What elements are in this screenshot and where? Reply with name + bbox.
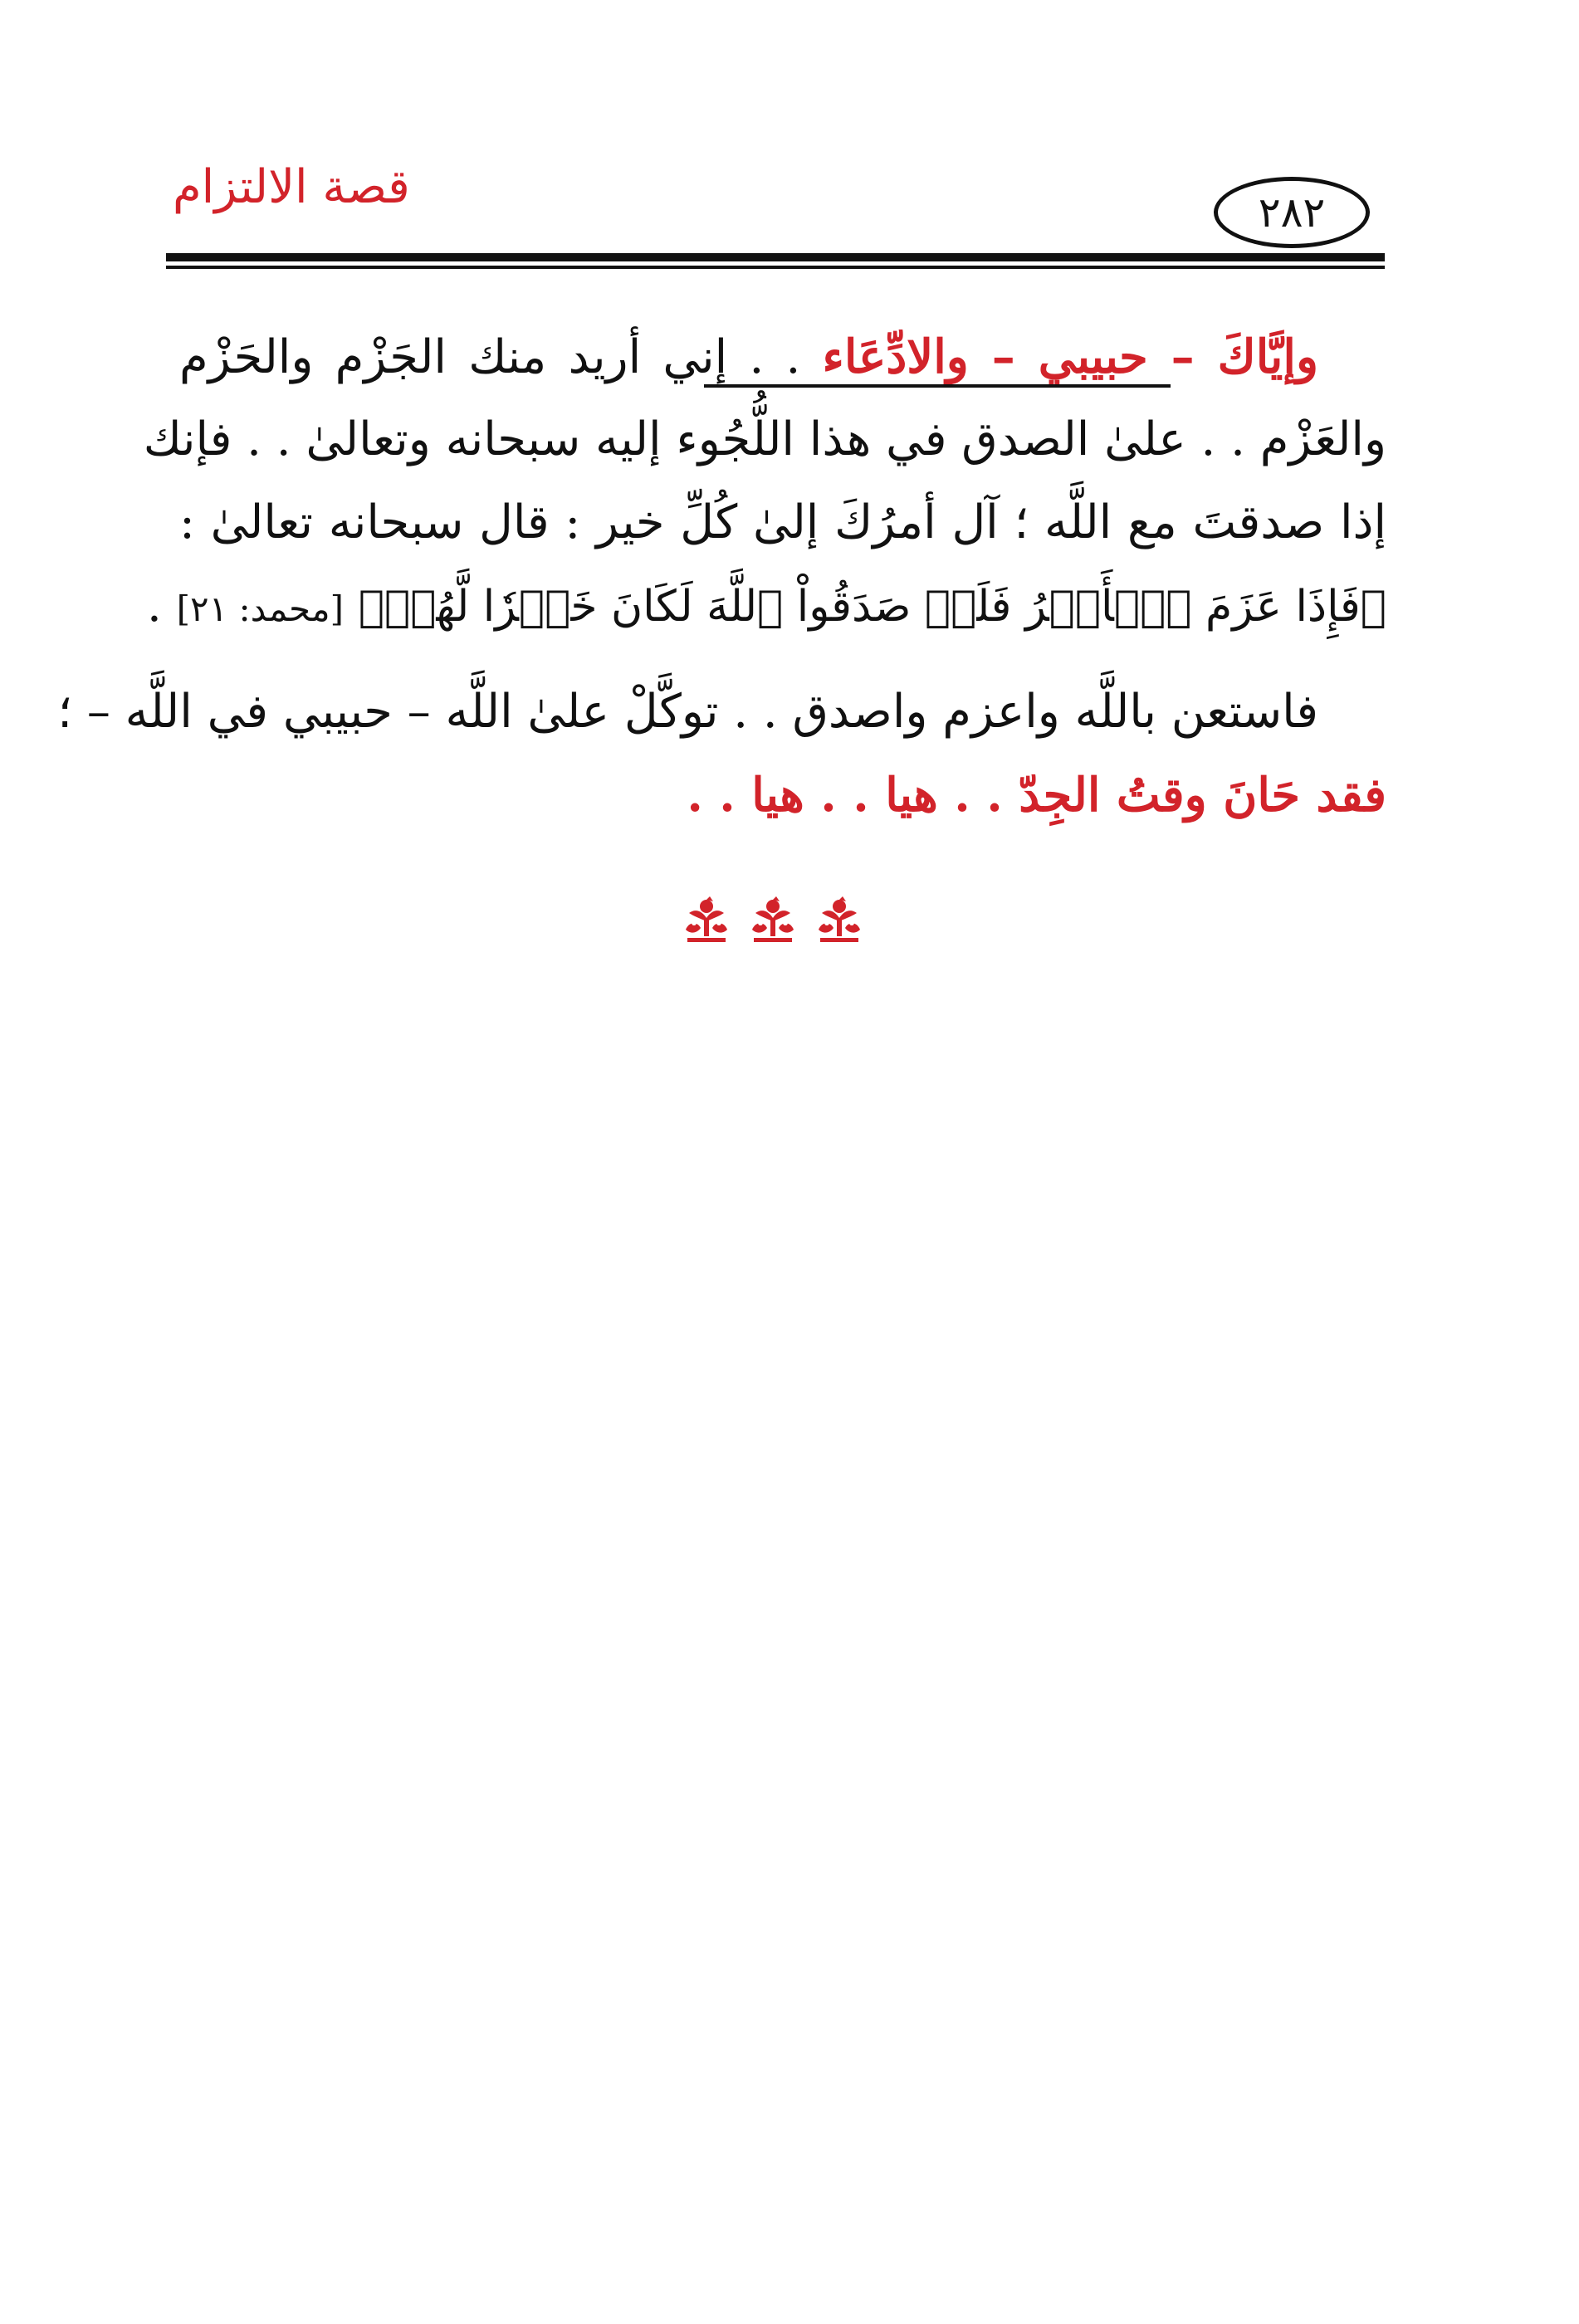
paragraph-2-line-1: فاستعن باللَّه واعزم واصدق . . توكَّلْ علىٰ اللَّه – حبيبي في اللَّه – ؛ xyxy=(57,685,1318,739)
section-ornament xyxy=(681,896,865,943)
page-body xyxy=(57,315,1386,837)
floral-ornament-icon xyxy=(681,896,732,943)
emphasis-underline xyxy=(704,384,1171,388)
quran-verse-line xyxy=(147,564,1386,647)
paragraph-gap xyxy=(179,647,1386,671)
floral-ornament-icon xyxy=(814,896,865,943)
paragraph-1-line-2: والعَزْم . . علىٰ الصدق في هذا اللُّجُوء إليه سبحانه وتعالىٰ . . فإنك xyxy=(143,413,1386,466)
page-number xyxy=(1214,177,1370,248)
end-mark: . xyxy=(147,579,177,632)
closing-red-phrase: فقد حَانَ وقتُ الجِدّ . . هيا . . هيا . . xyxy=(687,768,1386,823)
book-title: قصة الالتزام xyxy=(173,160,410,214)
emphasis-red-phrase: وإيَّاكَ – حبيبي – والادِّعَاء xyxy=(822,330,1318,384)
quran-verse: ﴿فَإِذَا عَزَمَ ٱلۡأَمۡرُ فَلَوۡ صَدَقُواْ ٱللَّهَ لَكَانَ خَيۡرٗا لَّهُمۡ﴾ xyxy=(358,582,1386,632)
paragraph-2-line-2 xyxy=(179,754,1386,837)
page-number-text: ٢٨٢ xyxy=(1258,188,1326,237)
line-text: . . إني أريد منك الجَزْم والحَزْم xyxy=(179,330,823,384)
header-rule-thick xyxy=(166,253,1385,261)
floral-ornament-icon xyxy=(747,896,799,943)
header-rule-thin xyxy=(166,266,1385,269)
paragraph-1-line-3: إذا صدقتَ مع اللَّه ؛ آل أمرُكَ إلىٰ كُلِّ خير : قال سبحانه تعالىٰ : xyxy=(179,496,1386,549)
verse-citation: [محمد: ٢١] xyxy=(176,588,344,629)
